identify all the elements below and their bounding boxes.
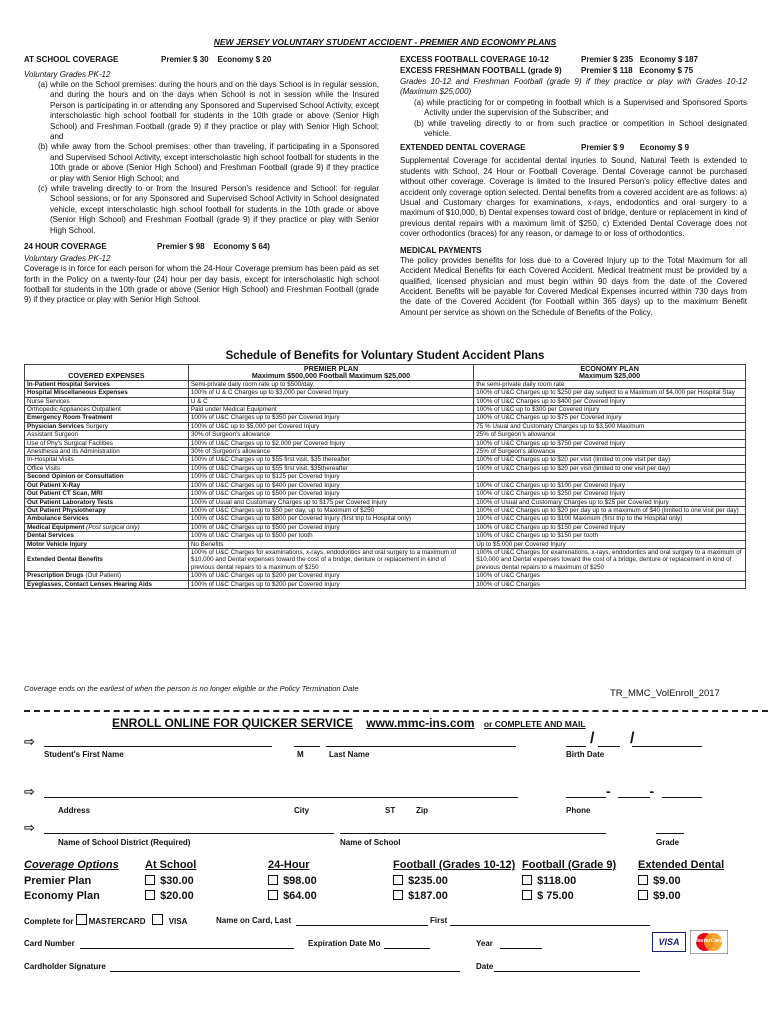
premier-benefit-cell: U & C [188, 397, 473, 405]
first-name-label: Student's First Name [44, 750, 124, 759]
covered-expense-label: Extended Dental Benefits [27, 556, 103, 564]
covered-expense-cell [25, 532, 189, 540]
covered-expense-cell [25, 498, 189, 506]
economy-benefit-cell: 100% of U&C Charges [474, 580, 746, 588]
covered-expense-cell [25, 540, 189, 548]
option-premier-football[interactable] [393, 875, 448, 887]
school-name-label: Name of School [340, 838, 401, 847]
premier-benefit-cell: 100% of U&C Charges up to $55 first visit, $35 thereafter [188, 456, 473, 464]
covered-expense-cell [25, 523, 189, 531]
24-hour-text: Coverage is in force for each person for whom the 24-Hour Coverage premium has been paid as set forth in the Policy on a twenty-four (24) hour per day basis, except for interscholastic high school football for students in the 10th grade or above (Senior High School) and Freshman Football (grade 9) if they practice or play with Senior High School. [24, 264, 379, 305]
school-name-field[interactable] [340, 833, 606, 834]
covered-expense-cell [25, 422, 189, 430]
form-id: TR_MMC_VolEnroll_2017 [610, 688, 720, 699]
covered-expense-label: Nurse Services [27, 397, 70, 405]
covered-expense-cell [25, 414, 189, 422]
schedule-row [25, 397, 746, 405]
covered-expense-label: Out Patient Physiotherapy [27, 506, 106, 514]
covered-expense-label: Ambulance Services [27, 515, 89, 523]
covered-expense-cell [25, 380, 189, 388]
premier-benefit-cell: 100% of U&C Charges up to $200 per Covered Injury [188, 572, 473, 580]
economy-benefit-cell: 100% of U&C Charges up to $150 per tooth [474, 532, 746, 540]
date-label: Date [476, 962, 494, 971]
covered-expense-label: Use of Phy's Surgical Facilities [27, 439, 113, 447]
schedule-table [24, 364, 746, 589]
option-price: $9.00 [653, 875, 681, 887]
visa-checkbox[interactable] [152, 914, 163, 925]
football-grade9-option-heading: Football (Grade 9) [522, 859, 617, 871]
covered-expense-cell [25, 548, 189, 571]
complete-for-label: Complete for [24, 917, 74, 926]
mastercard-logo-text: MasterCard [693, 938, 724, 944]
option-price: $30.00 [160, 875, 194, 887]
economy-benefit-cell: 100% of U&C Charges up to $20 per day up to a maximum of $40 (limited to one visit per day) [474, 506, 746, 514]
medical-heading: MEDICAL PAYMENTS [400, 245, 482, 255]
schedule-row [25, 523, 746, 531]
schedule-row [25, 548, 746, 571]
checkbox[interactable] [145, 890, 155, 900]
covered-expense-cell [25, 580, 189, 588]
dental-price: Premier $ 9 Economy $ 9 [581, 143, 690, 153]
checkbox[interactable] [522, 875, 532, 885]
option-price: $64.00 [283, 890, 317, 902]
economy-benefit-cell: 25% of Surgeon's allowance [474, 431, 746, 439]
birth-month-line [566, 746, 586, 747]
freshman-football-heading: EXCESS FRESHMAN FOOTBALL (grade 9) [400, 66, 562, 75]
payment-type-row [24, 914, 187, 926]
phone-area-line [566, 797, 606, 798]
economy-benefit-cell: 100% of U&C Charges up to $20 per visit (limited to one visit per day) [474, 456, 746, 464]
first-name-field[interactable] [44, 746, 272, 747]
covered-expense-label: In-Patient Hospital Services [27, 380, 110, 388]
right-column [400, 55, 747, 318]
visa-logo: VISA [652, 932, 686, 952]
football-clause-b: (b) while traveling directly to or from such practice or competition in School designated vehicle. [414, 118, 747, 139]
at-school-heading-row [24, 55, 379, 66]
covered-expense-label: Anesthesia and its Administration [27, 448, 120, 456]
covered-expense-cell [25, 439, 189, 447]
economy-benefit-cell: 100% of Usual and Customary Charges up to $25 per Covered Injury [474, 498, 746, 506]
enroll-heading: ENROLL ONLINE FOR QUICKER SERVICE [112, 716, 353, 730]
left-column [24, 55, 379, 306]
schedule-row [25, 414, 746, 422]
premier-benefit-cell: Semi-private daily room rate up to $500/day; [188, 380, 473, 388]
visa-label: VISA [168, 917, 188, 926]
covered-expenses-header: COVERED EXPENSES [25, 372, 189, 380]
enroll-url[interactable]: www.mmc-ins.com [366, 716, 475, 730]
24-hour-heading-row [24, 242, 379, 253]
coverage-options-heading: Coverage Options [24, 859, 119, 871]
football-clause-a: (a) while practicing for or competing in football which is a Supervised and Sponsored Sports Activity under the supervision of the Subscriber; and [414, 97, 747, 118]
checkbox[interactable] [268, 875, 278, 885]
economy-benefit-cell: 100% of U&C Charges up to $20 per visit (limited to one visit per day) [474, 464, 746, 472]
economy-benefit-cell: 25% of Surgeon's allowance [474, 448, 746, 456]
football-subheading: Grades 10-12 and Freshman Football (grade 9) if they practice or play with Grades 10-12 (Maximum $25,000) [400, 77, 747, 97]
arrow-icon: ⇨ [24, 734, 35, 749]
economy-plan-label: Economy Plan [24, 890, 100, 902]
covered-expense-label: Physician Services [27, 422, 85, 430]
name-on-card-label: Name on Card, Last [216, 916, 292, 925]
last-name-label: Last Name [329, 750, 370, 759]
city-label: City [294, 806, 310, 815]
24-hour-heading: 24 HOUR COVERAGE [24, 242, 107, 252]
covered-expense-note: Surgery [84, 422, 108, 430]
covered-expense-label: Out Patient X-Ray [27, 481, 81, 489]
schedule-row [25, 515, 746, 523]
checkbox[interactable] [268, 890, 278, 900]
economy-benefit-cell: 100% of U&C Charges up to $75 per Covered Injury [474, 414, 746, 422]
economy-header: ECONOMY PLAN [474, 365, 746, 373]
option-economy-football-grade9[interactable] [522, 890, 574, 902]
phone-field[interactable] [566, 783, 706, 799]
premier-benefit-cell: 100% of U&C up to $5,000 per Covered Injury [188, 422, 473, 430]
schedule-header-row-2 [25, 372, 746, 380]
covered-expense-cell [25, 464, 189, 472]
middle-initial-field[interactable] [294, 746, 320, 747]
schedule-row [25, 380, 746, 388]
covered-expense-cell [25, 515, 189, 523]
schedule-row [25, 490, 746, 498]
at-school-clause-c: (c) while traveling directly to or from the Insured Person's residence and School: for regular School sessions, or for any Sponsored and Supervised School Activity in School designated vehicle, except interscholastic high school football for students in the 10th grade or above (Senior High School) and Freshman Football (grade 9) if they practice or play with Senior High School. [38, 184, 379, 235]
covered-expense-cell [25, 506, 189, 514]
premier-benefit-cell: No Benefits [188, 540, 473, 548]
option-economy-football[interactable] [393, 890, 448, 902]
freshman-football-price: Premier $ 118 Economy $ 75 [581, 66, 694, 75]
covered-expense-cell [25, 456, 189, 464]
covered-expense-label: Second Opinion or Consultation [27, 473, 124, 481]
schedule-row [25, 580, 746, 588]
covered-expense-label: Assistant Surgeon [27, 431, 79, 439]
economy-benefit-cell: the semi-private daily room rate [474, 380, 746, 388]
freshman-football-heading-row [400, 66, 747, 77]
economy-benefit-cell: Up to $5,000 per Covered Injury [474, 540, 746, 548]
enroll-heading-row [112, 716, 586, 730]
grade-label: Grade [656, 838, 680, 847]
covered-expense-cell [25, 448, 189, 456]
covered-expense-label: Dental Services [27, 532, 74, 540]
at-school-clause-b: (b) while away from the School premises: other than traveling, if participating in a Sponsored and Supervised School Activity, except interscholastic high school football for students in the 10th grade or above (Senior High School) and Freshman Football (grade 9) if they practice or play with Senior High School; and [38, 142, 379, 183]
expiration-month-field[interactable] [384, 948, 430, 949]
mastercard-logo [690, 930, 728, 954]
school-district-field[interactable] [44, 833, 334, 834]
covered-expense-cell [25, 473, 189, 481]
economy-benefit-cell: 100% of U&C Charges up to $100 Maximum (first trip to the Hospital only) [474, 515, 746, 523]
schedule-row [25, 572, 746, 580]
football-option-heading: Football (Grades 10-12) [393, 859, 516, 871]
card-first-name-label: First [430, 916, 448, 925]
premier-benefit-cell: 100% of U&C Charges up to $800 per Covered Injury (first trip to Hospital only) [188, 515, 473, 523]
premier-benefit-cell: 30% of Surgeon's allowance [188, 448, 473, 456]
schedule-row [25, 439, 746, 447]
covered-expense-note: (Post surgical only) [84, 523, 140, 531]
economy-benefit-cell: 100% of U&C up to $300 per Covered Injury [474, 406, 746, 414]
covered-expense-label: Out Patient CT Scan, MRI [27, 490, 103, 498]
card-number-field[interactable] [80, 948, 294, 949]
football-price: Premier $ 235 Economy $ 187 [581, 55, 698, 64]
schedule-row [25, 532, 746, 540]
dental-heading: EXTENDED DENTAL COVERAGE [400, 143, 526, 153]
economy-benefit-cell: 100% of U&C Charges up to $250 per day subject to a Maximum of $4,000 per Hospital Stay [474, 389, 746, 397]
expiration-label: Expiration Date Mo [308, 939, 381, 948]
premier-benefit-cell: 100% of U&C Charges up to $55 first visit, $35thereafter [188, 464, 473, 472]
premier-benefit-cell: 100% of Usual and Customary Charges up to $175 per Covered Injury [188, 498, 473, 506]
economy-benefit-cell: 100% of U&C Charges up to $150 per Covered Injury [474, 523, 746, 531]
at-school-heading: AT SCHOOL COVERAGE [24, 55, 119, 64]
at-school-price: Premier $ 30 Economy $ 20 [161, 55, 272, 64]
economy-benefit-cell: 100% of U&C Charges up to $750 per Covered Injury [474, 439, 746, 447]
covered-expense-label: Hospital Miscellaneous Expenses [27, 389, 128, 397]
phone-dashes: - - [606, 783, 655, 799]
option-premier-football-grade9[interactable] [522, 875, 576, 887]
covered-expense-cell [25, 431, 189, 439]
schedule-row [25, 506, 746, 514]
phone-label: Phone [566, 806, 591, 815]
covered-expense-label: Out Patient Laboratory Tests [27, 498, 113, 506]
covered-expense-cell [25, 406, 189, 414]
option-price: $235.00 [408, 875, 448, 887]
card-first-name-field[interactable] [450, 925, 650, 926]
at-school-subheading: Voluntary Grades PK-12 [24, 70, 111, 79]
premier-benefit-cell: 30% of Surgeon's allowance [188, 431, 473, 439]
phone-line-line [662, 797, 702, 798]
option-economy-at-school[interactable] [145, 890, 194, 902]
option-price: $187.00 [408, 890, 448, 902]
schedule-row [25, 456, 746, 464]
mastercard-label: MASTERCARD [88, 917, 146, 926]
checkbox[interactable] [393, 890, 403, 900]
option-premier-dental[interactable] [638, 875, 681, 887]
birth-year-line [632, 746, 702, 747]
complete-and-mail: or COMPLETE AND MAIL [483, 719, 586, 729]
schedule-row [25, 431, 746, 439]
at-school-option-heading: At School [145, 859, 197, 871]
covered-expense-note: (Out Patient) [83, 572, 122, 580]
schedule-row [25, 481, 746, 489]
covered-expense-label: Orthopedic Appliances Outpatient [27, 406, 121, 414]
football-heading-row [400, 55, 747, 66]
option-premier-at-school[interactable] [145, 875, 194, 887]
expiration-year-field[interactable] [500, 948, 542, 949]
coverage-footnote: Coverage ends on the earliest of when the person is no longer eligible or the Policy Termination Date [24, 684, 359, 693]
arrow-icon: ⇨ [24, 784, 35, 799]
premier-benefit-cell: 100% of U&C Charges up to $200 per Covered Injury [188, 580, 473, 588]
schedule-row [25, 406, 746, 414]
phone-prefix-line [618, 797, 650, 798]
premier-benefit-cell: 100% of U&C Charges up to $50 per day, up to Maximum of $250 [188, 506, 473, 514]
signature-label: Cardholder Signature [24, 962, 106, 971]
premier-benefit-cell: 100% of U&C Charges up to $500 per Covered Injury [188, 523, 473, 531]
premier-plan-label: Premier Plan [24, 875, 92, 887]
birth-date-slashes: / / [590, 730, 635, 747]
premier-benefit-cell: Paid under Medical Equipment [188, 406, 473, 414]
covered-expense-label: In-Hospital Visits [27, 456, 74, 464]
schedule-row [25, 498, 746, 506]
arrow-icon: ⇨ [24, 820, 35, 835]
covered-expense-label: Motor Vehicle Injury [27, 540, 87, 548]
mastercard-checkbox[interactable] [76, 914, 87, 925]
dental-text: Supplemental Coverage for accidental dental injuries to Sound, Natural Teeth is extended to students with School, 24 Hour or Football Coverage. Dental Coverage cannot be purchased without other coverage. Coverage is limited to the Insured Person's policy effective dates and accident only coverage option selected. Dental benefits from a covered accident are as follows: a) Usual and Customary charges for examinations, x-rays, endodontics and oral surgery to a maximum of $10,000, b) Dental expenses toward cost of bridge, denture or replacement in kind of previous dental repairs with a maximum limit of $250, c) Extended Dental Coverage does not cover orthodontics (braces) for any reason, or damage to or loss of orthodontics. [400, 156, 747, 239]
checkbox[interactable] [638, 890, 648, 900]
grade-field[interactable] [656, 833, 684, 834]
covered-expense-label: Eyeglasses, Contact Lenses Hearing Aids [27, 580, 153, 588]
premier-benefit-cell: 100% of U&C Charges up to $2,000 per Covered Injury [188, 439, 473, 447]
card-last-name-field[interactable] [296, 925, 428, 926]
covered-expense-cell [25, 490, 189, 498]
economy-benefit-cell [474, 473, 746, 481]
premier-benefit-cell: 100% of U&C Charges up to $350 per Covered Injury [188, 414, 473, 422]
schedule-row [25, 464, 746, 472]
option-premier-24-hour[interactable] [268, 875, 317, 887]
medical-text: The policy provides benefits for loss due to a Covered Injury up to the Total Maximum for all Accident Medical Benefits for each Covered Accident. Medical treatment must be provided by a qualified, licensed physician and must begin within 90 days from the date of the Covered Accident. Benefits will be payable for Covered Medical Expenses incurred within 730 days from the date of the Covered Accident (for Football within 365 days) up to the maximum Benefit Amount per service as shown on the Schedule of Benefits of the Policy. [400, 255, 747, 317]
checkbox[interactable] [393, 875, 403, 885]
signature-date-field[interactable] [494, 971, 640, 972]
option-price: $20.00 [160, 890, 194, 902]
signature-field[interactable] [110, 971, 460, 972]
checkbox[interactable] [145, 875, 155, 885]
covered-expense-label: Office Visits [27, 464, 61, 472]
premier-header: PREMIER PLAN [188, 365, 473, 373]
covered-expense-cell [25, 397, 189, 405]
24-hour-option-heading: 24-Hour [268, 859, 310, 871]
cut-line [24, 710, 768, 712]
covered-expense-label: Medical Equipment [27, 523, 85, 531]
premier-benefit-cell: 100% of U&C Charges for examinations, x-rays, endodontics and oral surgery to a maximum of $10,000 and Dental expenses toward the cost of a bridge, denture or replacement in kind of previous dental repairs to a maximum of $250 [188, 548, 473, 571]
covered-expense-cell [25, 572, 189, 580]
premier-benefit-cell: 100% of U&C Charges up to $500 per tooth [188, 532, 473, 540]
dental-option-heading: Extended Dental [638, 859, 725, 871]
covered-expense-cell [25, 481, 189, 489]
mi-label: M [297, 750, 304, 759]
premier-benefit-cell: 100% of U&C Charges up to $400 per Covered Injury [188, 481, 473, 489]
schedule-row [25, 389, 746, 397]
premier-maximum: Maximum $500,000 Football Maximum $25,000 [188, 372, 473, 380]
school-district-label: Name of School District (Required) [58, 838, 191, 847]
economy-benefit-cell: 100% of U&C Charges up to $250 per Covered Injury [474, 490, 746, 498]
economy-maximum: Maximum $25,000 [474, 372, 746, 380]
year-label: Year [476, 939, 493, 948]
schedule-row [25, 448, 746, 456]
checkbox[interactable] [522, 890, 532, 900]
schedule-title: Schedule of Benefits for Voluntary Student Accident Plans [225, 350, 545, 362]
premier-benefit-cell: 100% of U&C Charges up to $125 per Covered Injury [188, 473, 473, 481]
option-price: $9.00 [653, 890, 681, 902]
option-economy-24-hour[interactable] [268, 890, 317, 902]
schedule-row [25, 422, 746, 430]
address-field[interactable] [44, 797, 518, 798]
football-heading: EXCESS FOOTBALL COVERAGE 10-12 [400, 55, 549, 64]
option-price: $ 75.00 [537, 890, 574, 902]
birth-date-label: Birth Date [566, 750, 605, 759]
covered-expense-cell [25, 389, 189, 397]
at-school-clause-a: (a) while on the School premises: during the hours and on the days School is in regular session, and during the hours and on the days when School is not in session while the Insured Person is participating in or attending any Sponsored and Supervised School Activity, except interscholastic high school football for students in the 10th grade or above (Senior High School) and Freshman Football (grade 9) if they practice or play with Senior High School; and [38, 80, 379, 142]
option-price: $118.00 [537, 875, 577, 887]
economy-benefit-cell: 100% of U&C Charges up to $400 per Covered Injury [474, 397, 746, 405]
economy-benefit-cell: 100% of U&C Charges [474, 572, 746, 580]
zip-label: Zip [416, 806, 428, 815]
schedule-row [25, 540, 746, 548]
option-price: $98.00 [283, 875, 317, 887]
birth-day-line [598, 746, 620, 747]
covered-expense-label: Emergency Room Treatment [27, 414, 113, 422]
premier-benefit-cell: 100% of U&C Charges up to $500 per Covered Injury [188, 490, 473, 498]
24-hour-price: Premier $ 98 Economy $ 64) [157, 242, 270, 252]
last-name-field[interactable] [326, 746, 516, 747]
state-label: ST [385, 806, 396, 815]
economy-benefit-cell: 75 % Usual and Customary Charges up to $3,500 Maximum [474, 422, 746, 430]
option-economy-dental[interactable] [638, 890, 681, 902]
checkbox[interactable] [638, 875, 648, 885]
premier-benefit-cell: 100% of U & C Charges up to $3,000 per Covered Injury [188, 389, 473, 397]
economy-benefit-cell: 100% of U&C Charges up to $100 per Covered Injury [474, 481, 746, 489]
document-title: NEW JERSEY VOLUNTARY STUDENT ACCIDENT - PREMIER AND ECONOMY PLANS [213, 37, 557, 47]
dental-heading-row [400, 143, 747, 154]
schedule-row [25, 473, 746, 481]
address-label: Address [58, 806, 91, 815]
covered-expense-label: Prescription Drugs [27, 572, 84, 580]
card-number-label: Card Number [24, 939, 75, 948]
24-hour-subheading: Voluntary Grades PK-12 [24, 254, 111, 264]
economy-benefit-cell: 100% of U&C Charges for examinations, x-rays, endodontics and oral surgery to a maximum of $10,000 and Dental expenses toward the cost of a bridge, denture or replacement in kind of previous dental repairs to a maximum of $250 [474, 548, 746, 571]
